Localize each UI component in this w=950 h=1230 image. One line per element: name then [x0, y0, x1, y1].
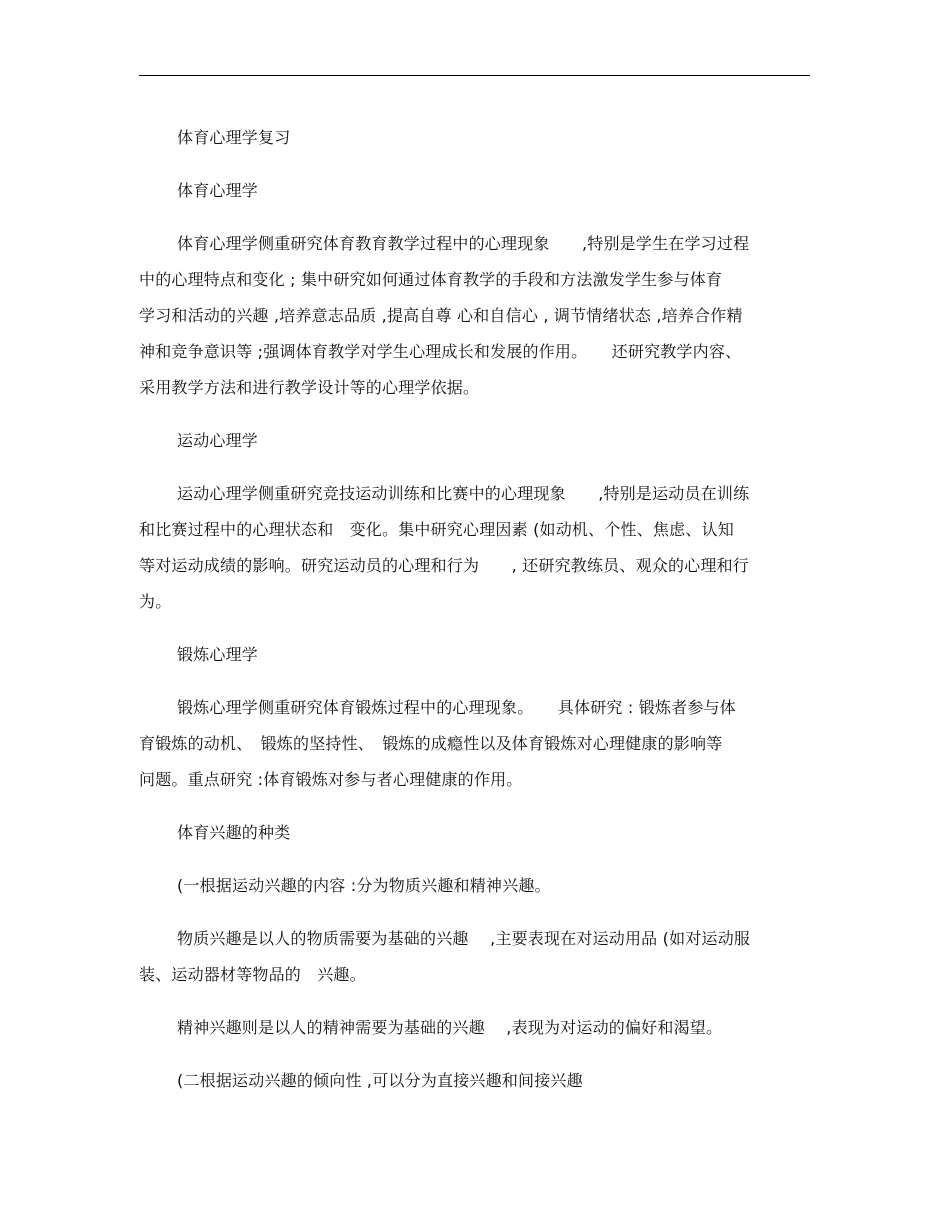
paragraph-interest-by-content — [139, 868, 799, 904]
paragraph-line: 体育心理学侧重研究体育教育教学过程中的心理现象 ,特别是学生在学习过程 — [177, 234, 750, 253]
paragraph-interest-by-tendency — [139, 1063, 799, 1099]
paragraph-line: 装、运动器材等物品的 兴趣。 — [139, 965, 366, 984]
section-heading-pe-psychology: 体育心理学 — [177, 181, 259, 200]
paragraph-line: 和比赛过程中的心理状态和 变化。集中研究心理因素 (如动机、个性、焦虑、认知 — [139, 520, 734, 539]
paragraph-line: 采用教学方法和进行教学设计等的心理学依据。 — [139, 378, 480, 397]
paragraph-line: 问题。重点研究 :体育锻炼对参与者心理健康的作用。 — [139, 770, 523, 789]
paragraph-line: 育锻炼的动机、 锻炼的坚持性、 锻炼的成瘾性以及体育锻炼对心理健康的影响等 — [139, 734, 723, 753]
paragraph-line: 等对运动成绩的影响。研究运动员的心理和行为 , 还研究教练员、观众的心理和行 — [139, 556, 749, 575]
section-heading-interest-types: 体育兴趣的种类 — [177, 823, 291, 842]
paragraph-line: 学习和活动的兴趣 ,培养意志品质 ,提高自尊 心和自信心 , 调节情绪状态 ,培养合作精 — [139, 306, 743, 325]
paragraph-line: (一根据运动兴趣的内容 :分为物质兴趣和精神兴趣。 — [177, 876, 551, 895]
paragraph-pe-psychology — [139, 226, 799, 406]
paragraph-line: 锻炼心理学侧重研究体育锻炼过程中的心理现象。 具体研究 : 锻炼者参与体 — [177, 698, 736, 717]
section-heading-sport-psychology: 运动心理学 — [177, 431, 259, 450]
section-heading-exercise-psychology: 锻炼心理学 — [177, 645, 259, 664]
paragraph-sport-psychology — [139, 476, 799, 620]
paragraph-line: 神和竞争意识等 ;强调体育教学对学生心理成长和发展的作用。 还研究教学内容、 — [139, 342, 742, 361]
paragraph-spiritual-interest — [139, 1010, 799, 1046]
document-body — [139, 120, 799, 1116]
paragraph-line: (二根据运动兴趣的倾向性 ,可以分为直接兴趣和间接兴趣 — [177, 1071, 583, 1090]
paragraph-line: 精神兴趣则是以人的精神需要为基础的兴趣 ,表现为对运动的偏好和渴望。 — [177, 1018, 723, 1037]
header-rule — [139, 75, 810, 76]
paragraph-line: 物质兴趣是以人的物质需要为基础的兴趣 ,主要表现在对运动用品 (如对运动服 — [177, 929, 751, 948]
doc-title: 体育心理学复习 — [177, 128, 291, 147]
paragraph-line: 为。 — [139, 592, 172, 611]
paragraph-line: 中的心理特点和变化 ; 集中研究如何通过体育教学的手段和方法激发学生参与体育 — [139, 270, 723, 289]
paragraph-exercise-psychology — [139, 690, 799, 798]
paragraph-line: 运动心理学侧重研究竞技运动训练和比赛中的心理现象 ,特别是运动员在训练 — [177, 484, 750, 503]
paragraph-material-interest — [139, 921, 799, 993]
